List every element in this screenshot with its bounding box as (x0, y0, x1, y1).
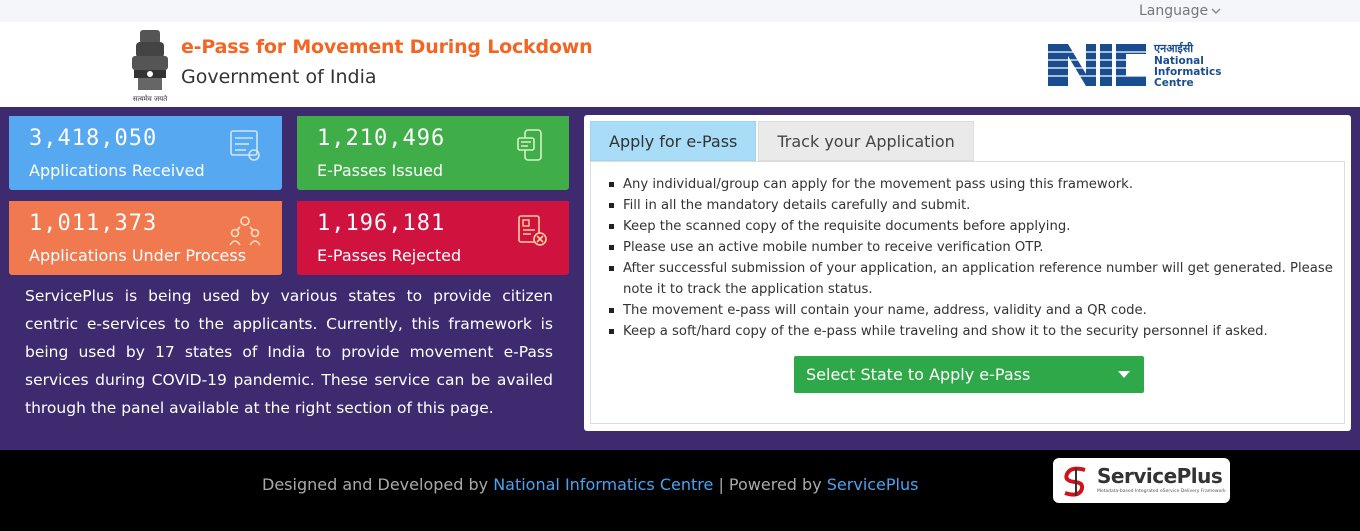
nic-line3: Centre (1154, 77, 1194, 89)
tab-track-application[interactable]: Track your Application (758, 121, 973, 161)
designed-by-text: Designed and Developed by (262, 475, 489, 494)
serviceplus-link[interactable]: ServicePlus (826, 475, 919, 494)
stat-card-applications-under-process (9, 201, 282, 275)
stat-card-epasses-issued (297, 116, 569, 190)
header (0, 22, 1360, 107)
powered-by-text: | Powered by (718, 475, 822, 494)
epass-panel (584, 115, 1351, 431)
list-item: After successful submission of your application, an application reference number will get generated. Please note it to track the application status. (605, 258, 1341, 300)
rejected-doc-icon (515, 213, 549, 247)
instructions-list (605, 174, 1341, 342)
list-item: Any individual/group can apply for the movement pass using this framework. (605, 174, 1341, 195)
list-item: Fill in all the mandatory details carefully and submit. (605, 195, 1341, 216)
page-subtitle: Government of India (181, 66, 377, 88)
page-title: e-Pass for Movement During Lockdown (181, 36, 593, 58)
top-bar (0, 0, 1360, 22)
footer-credits (262, 475, 918, 494)
stat-label: E-Passes Rejected (317, 246, 462, 265)
nic-link[interactable]: National Informatics Centre (493, 475, 714, 494)
stat-value: 1,210,496 (317, 126, 446, 151)
language-label: Language (1139, 3, 1209, 19)
list-item: The movement e-pass will contain your name, address, validity and a QR code. (605, 300, 1341, 321)
caret-down-icon (1118, 371, 1130, 378)
nic-logo (1046, 40, 1226, 90)
stat-label: E-Passes Issued (317, 161, 444, 180)
language-dropdown[interactable] (1139, 3, 1221, 19)
tab-apply-epass[interactable]: Apply for e-Pass (590, 121, 756, 161)
service-description: ServicePlus is being used by various states to provide citizen centric e-services to the applicants. Currently, this framework is being used by 17 states of India to provide movement e-Pass services during COVID-19 pandemic. These service can be availed through the panel available at the right section of this page. (25, 287, 553, 417)
chevron-down-icon (1211, 7, 1221, 15)
stat-card-epasses-rejected (297, 201, 569, 275)
nic-line1: National (1154, 55, 1204, 67)
stat-card-applications-received (9, 116, 282, 190)
emblem-caption: सत्यमेव जयते (132, 95, 168, 103)
nic-line2: Informatics (1154, 66, 1222, 78)
stat-value: 1,011,373 (29, 211, 158, 236)
footer (0, 450, 1360, 531)
stat-label: Applications Received (29, 161, 205, 180)
stat-value: 3,418,050 (29, 126, 158, 151)
list-item: Keep the scanned copy of the requisite documents before applying. (605, 216, 1341, 237)
main-section (0, 107, 1360, 450)
serviceplus-mark-icon (1059, 464, 1093, 498)
select-state-label: Select State to Apply e-Pass (806, 365, 1031, 384)
stat-value: 1,196,181 (317, 211, 446, 236)
list-item: Please use an active mobile number to receive verification OTP. (605, 237, 1341, 258)
select-state-dropdown[interactable] (794, 356, 1144, 393)
people-process-icon (228, 213, 262, 247)
panel-tabs (590, 121, 976, 161)
list-item: Keep a soft/hard copy of the e-pass while traveling and show it to the security personnel if asked. (605, 321, 1341, 342)
document-icon (228, 128, 262, 162)
serviceplus-logo (1053, 458, 1230, 503)
serviceplus-logo-tagline: Metadata-based Integrated eService Delivery Framework (1097, 489, 1226, 494)
apply-tab-content (590, 161, 1345, 424)
nic-hindi: एनआईसी (1154, 42, 1194, 55)
stat-label: Applications Under Process (29, 246, 247, 265)
national-emblem-icon (126, 26, 174, 104)
serviceplus-logo-text: ServicePlus (1097, 464, 1223, 488)
mobile-pass-icon (515, 128, 549, 162)
